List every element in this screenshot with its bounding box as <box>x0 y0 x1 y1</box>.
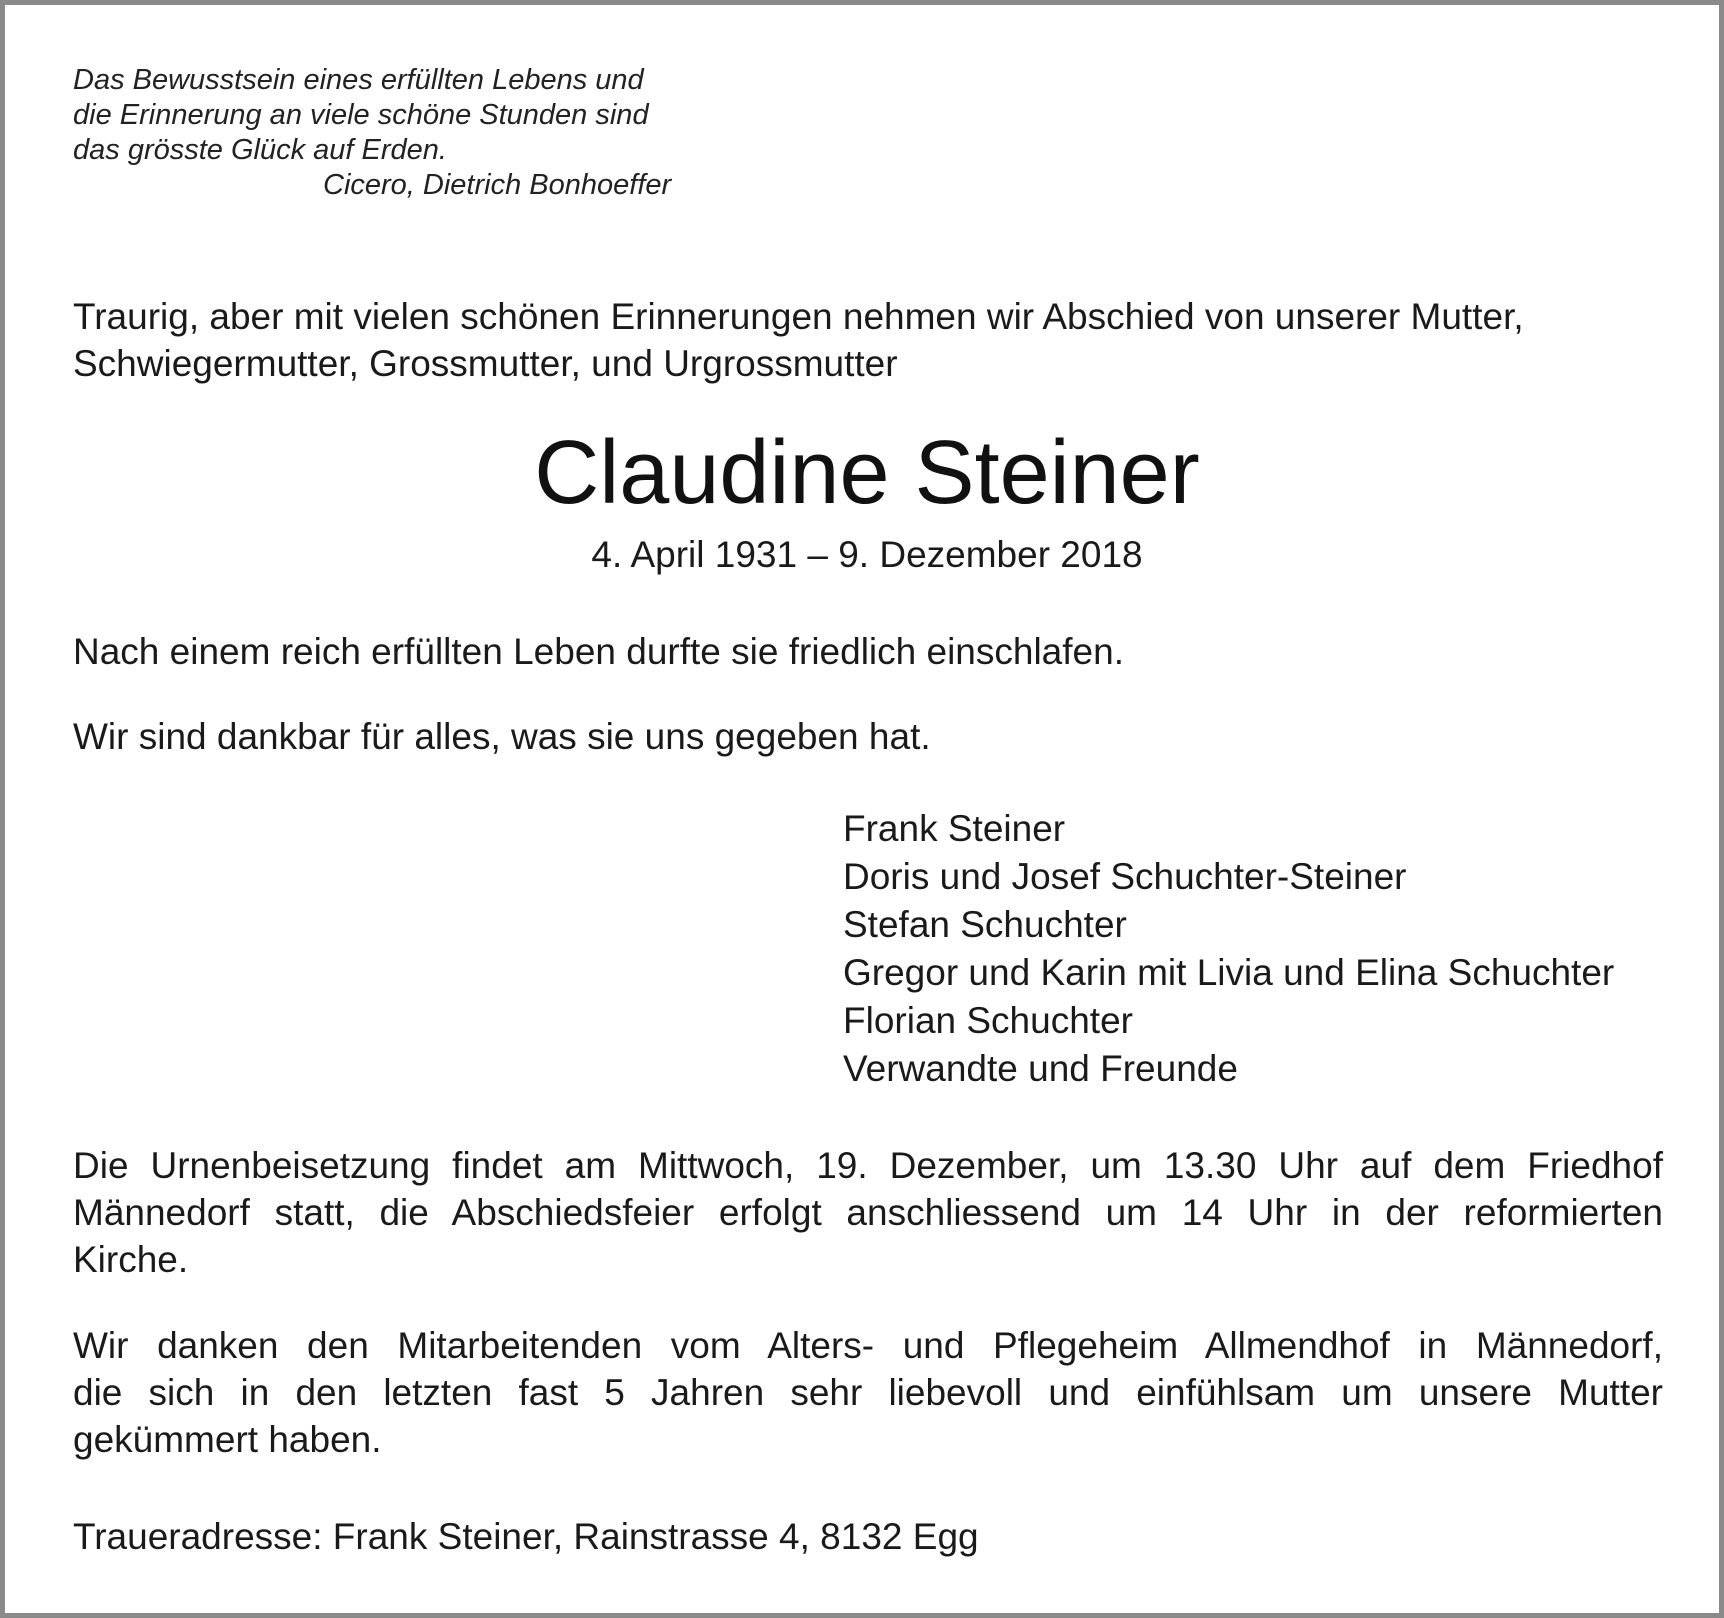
thanks-text <box>73 1322 1663 1463</box>
mourner-item: Florian Schuchter <box>843 1000 1133 1041</box>
mourners-list <box>843 805 1683 1093</box>
statement-line: Wir sind dankbar für alles, was sie uns gegeben hat. <box>73 716 931 757</box>
mourner-item: Verwandte und Freunde <box>843 1048 1238 1089</box>
motto-line: die Erinnerung an viele schöne Stunden sind <box>73 99 649 131</box>
motto-line: das grösste Glück auf Erden. <box>73 134 447 166</box>
ceremony-line: Männedorf statt, die Abschiedsfeier erfolgt anschliessend um 14 Uhr in der reformierten <box>73 1192 1663 1233</box>
motto-quote <box>73 63 733 203</box>
motto-line: Das Bewusstsein eines erfüllten Lebens und <box>73 64 644 96</box>
thanks-line: Wir danken den Mitarbeitenden vom Alters- und Pflegeheim Allmendhof in Männedorf, <box>73 1325 1663 1366</box>
mourning-address <box>73 1513 1663 1560</box>
ceremony-line: Die Urnenbeisetzung findet am Mittwoch, 19. Dezember, um 13.30 Uhr auf dem Friedhof <box>73 1145 1663 1186</box>
address-line: Traueradresse: Frank Steiner, Rainstrasse 4, 8132 Egg <box>73 1516 979 1557</box>
mourner-item: Frank Steiner <box>843 808 1066 849</box>
statement-peaceful <box>73 628 1663 675</box>
mourner-item: Doris und Josef Schuchter-Steiner <box>843 856 1407 897</box>
intro-text <box>73 293 1663 387</box>
thanks-line: gekümmert haben. <box>73 1419 382 1460</box>
motto-author: Cicero, Dietrich Bonhoeffer <box>323 169 672 201</box>
deceased-name: Claudine Steiner <box>534 423 1200 523</box>
thanks-line: die sich in den letzten fast 5 Jahren sehr liebevoll und einfühlsam um unsere Mutter <box>73 1372 1663 1413</box>
statement-grateful <box>73 713 1663 760</box>
intro-line: Traurig, aber mit vielen schönen Erinnerungen nehmen wir Abschied von unserer Mutter, <box>73 296 1524 337</box>
life-dates: 4. April 1931 – 9. Dezember 2018 <box>591 534 1143 575</box>
ceremony-line: Kirche. <box>73 1239 189 1280</box>
mourner-item: Stefan Schuchter <box>843 904 1127 945</box>
intro-line: Schwiegermutter, Grossmutter, und Urgrossmutter <box>73 343 898 384</box>
mourner-item: Gregor und Karin mit Livia und Elina Schuchter <box>843 952 1615 993</box>
ceremony-info <box>73 1142 1663 1283</box>
statement-line: Nach einem reich erfüllten Leben durfte sie friedlich einschlafen. <box>73 631 1124 672</box>
